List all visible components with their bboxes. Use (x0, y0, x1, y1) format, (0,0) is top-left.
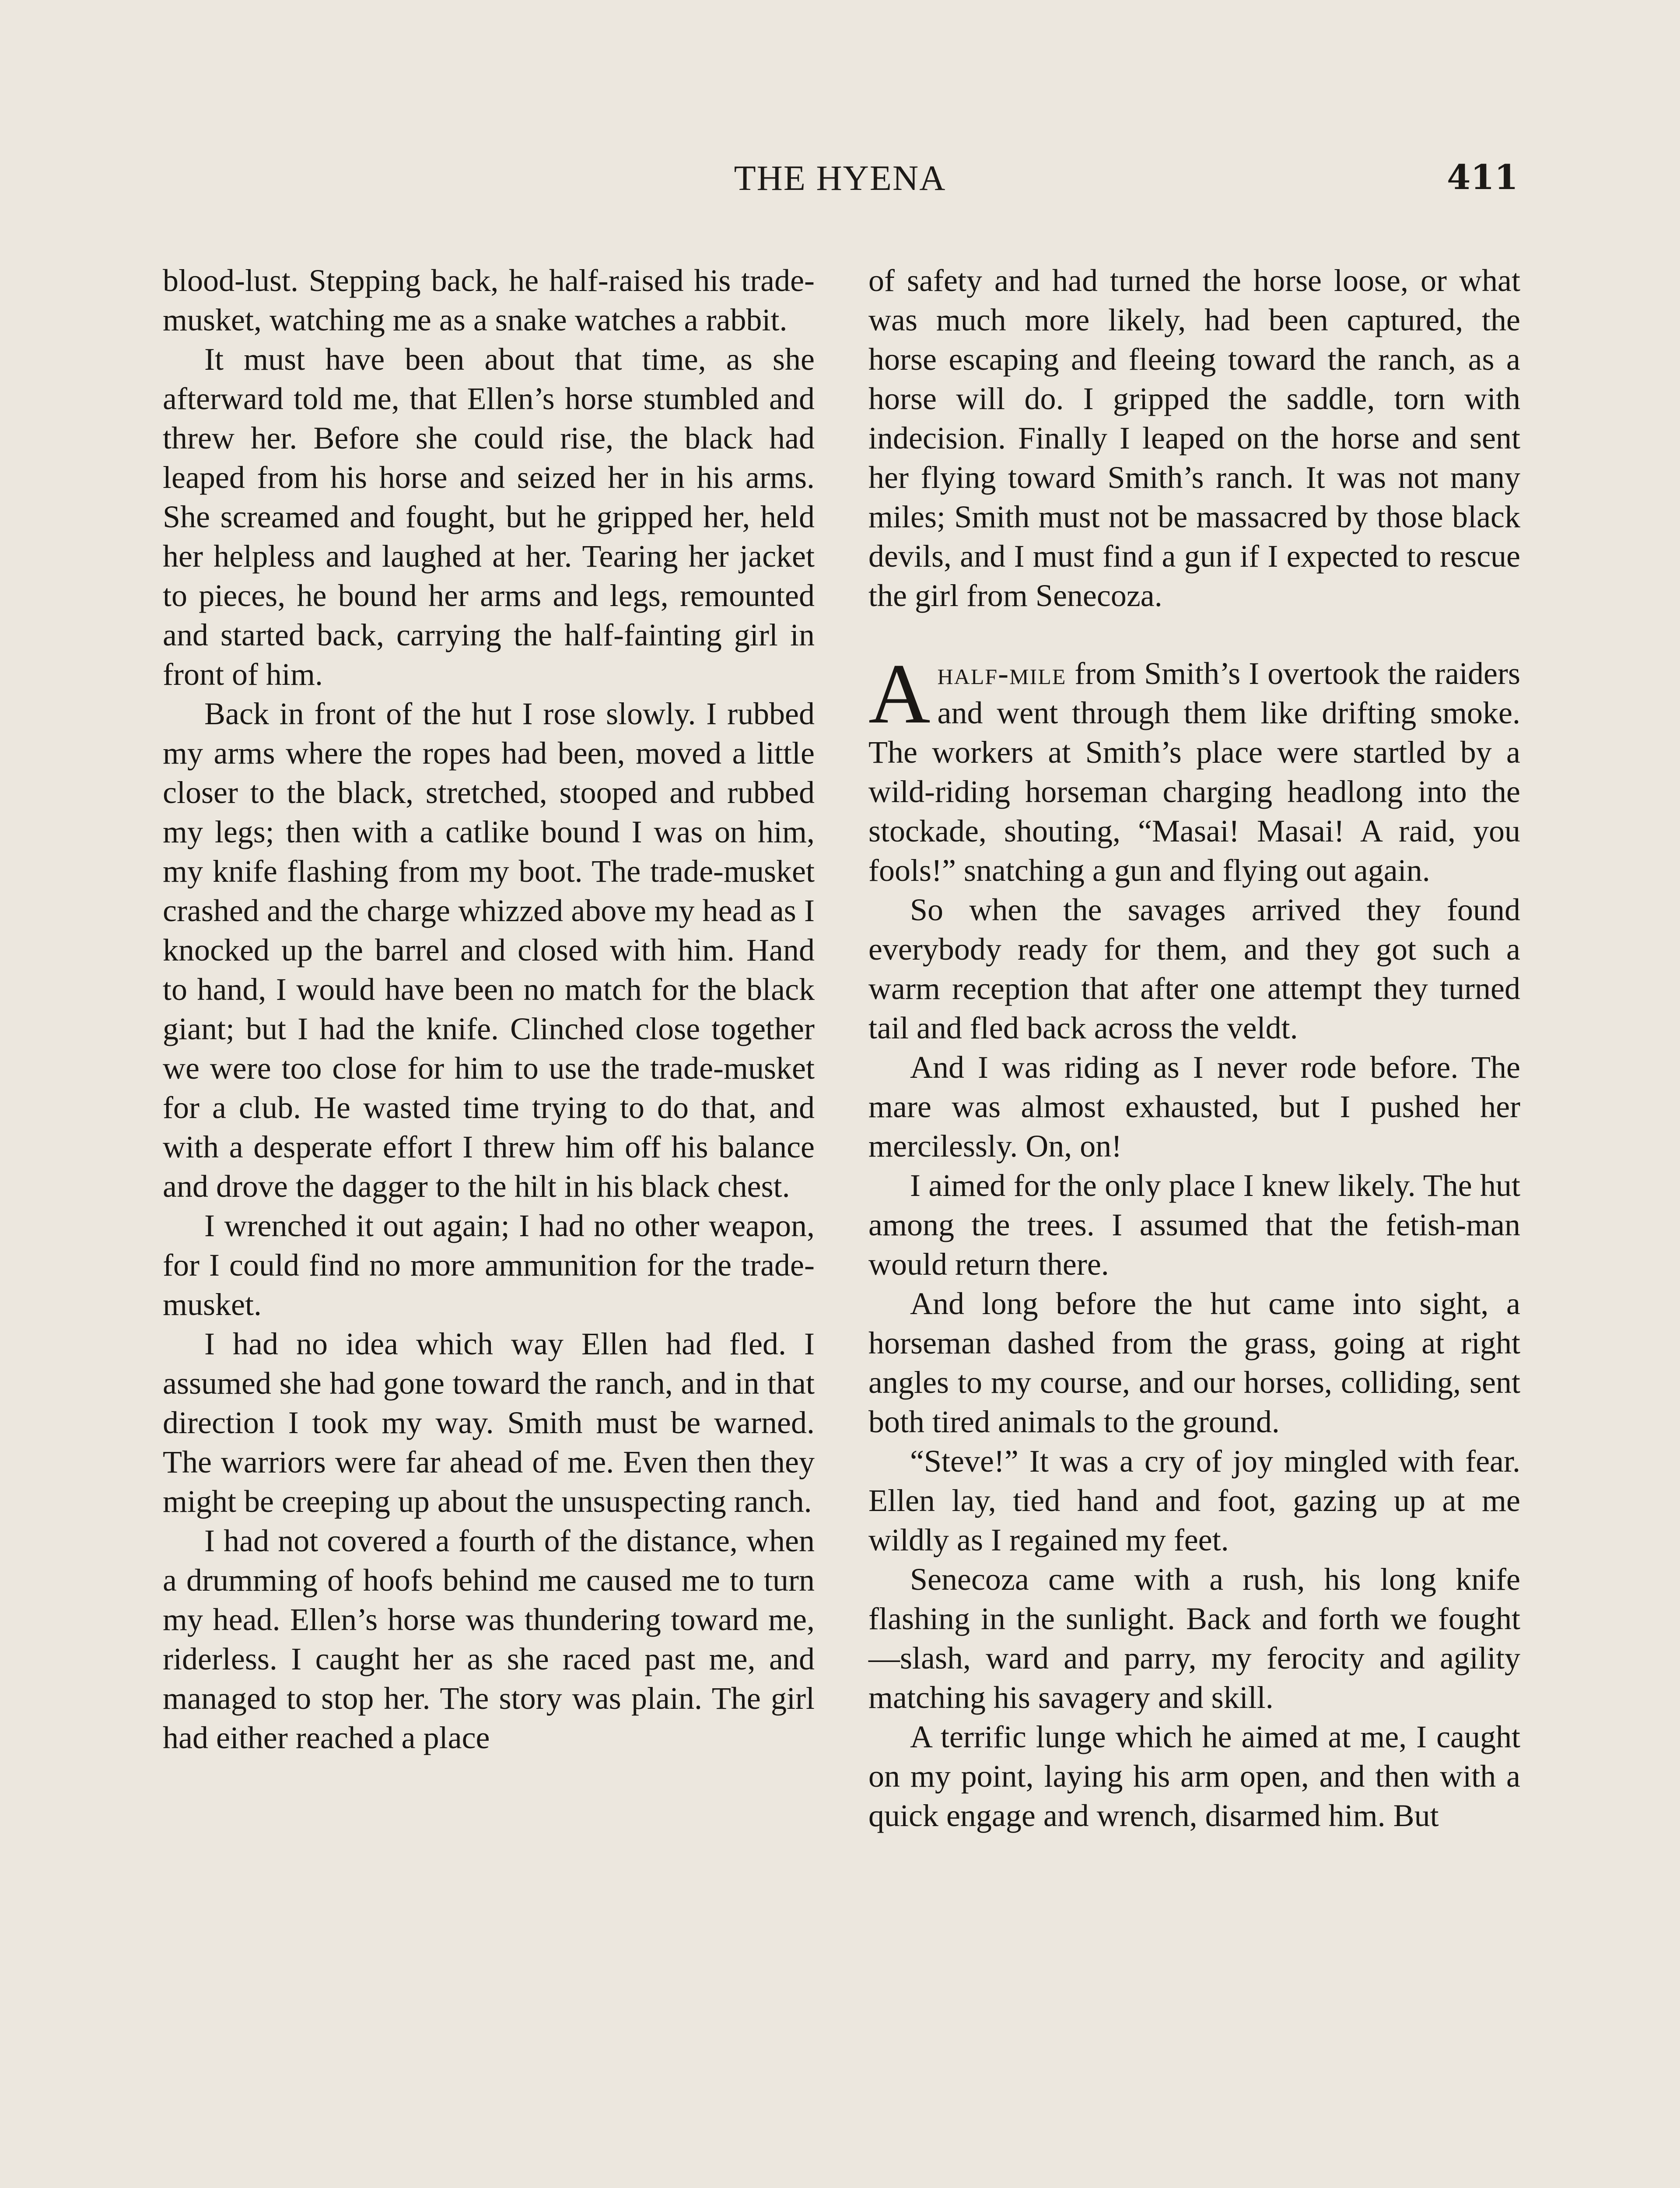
paragraph: And long before the hut came into sight, a horseman dashed from the grass, going at right angles to my course, and our horses, colliding, sent both tired animals to the ground. (868, 1286, 1520, 1439)
paragraph: I wrenched it out again; I had no other weapon, for I could find no more ammunition for the trade-musket. (163, 1208, 815, 1322)
lead-in-smallcaps: half-mile (937, 656, 1067, 691)
paragraph: And I was riding as I never rode before. The mare was almost exhausted, but I pushed her mercilessly. On, on! (868, 1050, 1520, 1164)
paragraph: of safety and had turned the horse loose, or what was much more likely, had been captured, the horse escaping and fleeing toward the ranch, as a horse will do. I gripped the saddle, torn with indecision. Finally I leaped on the horse and sent her flying toward Smith’s ranch. It was not many miles; Smith must not be massacred by those black devils, and I must find a gun if I expected to rescue the girl from Senecoza. (868, 263, 1520, 613)
running-head (162, 158, 1518, 206)
paragraph: I had not covered a fourth of the distance, when a drumming of hoofs behind me caused me to turn my head. Ellen’s horse was thundering toward me, riderless. I caught her as she raced past me, and managed to stop her. The story was plain. The girl had either reached a place (163, 1523, 815, 1755)
running-title: THE HYENA (734, 158, 946, 198)
paragraph: A terrific lunge which he aimed at me, I caught on my point, laying his arm open, and then with a quick engage and wrench, disarmed him. But (868, 1719, 1520, 1833)
drop-cap: A (868, 646, 931, 741)
right-column (868, 261, 1520, 1835)
paragraph: I aimed for the only place I knew likely. The hut among the trees. I assumed that the fetish-man would return there. (868, 1168, 1520, 1282)
paragraph: blood-lust. Stepping back, he half-raised his trade-musket, watching me as a snake watches a rabbit. (163, 263, 815, 337)
paragraph: “Steve!” It was a cry of joy mingled with fear. Ellen lay, tied hand and foot, gazing up at me wildly as I regained my feet. (868, 1444, 1520, 1557)
paragraph: Back in front of the hut I rose slowly. I rubbed my arms where the ropes had been, moved a little closer to the black, stretched, stooped and rubbed my legs; then with a catlike bound I was on him, my knife flashing from my boot. The trade-musket crashed and the charge whizzed above my head as I knocked up the barrel and closed with him. Hand to hand, I would have been no match for the black giant; but I had the knife. Clinched close together we were too close for him to use the trade-musket for a club. He wasted time trying to do that, and with a desperate effort I threw him off his balance and drove the dagger to the hilt in his black chest. (163, 696, 815, 1204)
left-column (163, 261, 815, 1757)
section-opening-paragraph (868, 646, 1520, 890)
page-number: 411 (1447, 158, 1518, 197)
section-text: from Smith’s I overtook the raiders and went through them like drifting smoke. The workers at Smith’s place were startled by a wild-riding horseman charging headlong into the stockade, shouting, “Masai! Masai! A raid, you fools!” snatching a gun and flying out again. (868, 656, 1520, 888)
paragraph: It must have been about that time, as she afterward told me, that Ellen’s horse stumbled and threw her. Before she could rise, the black had leaped from his horse and seized her in his arms. She screamed and fought, but he gripped her, held her helpless and laughed at her. Tearing her jacket to pieces, he bound her arms and legs, remounted and started back, carrying the half-fainting girl in front of him. (163, 342, 815, 692)
paragraph: So when the savages arrived they found everybody ready for them, and they got such a warm reception that after one attempt they turned tail and fled back across the veldt. (868, 892, 1520, 1045)
paragraph: I had no idea which way Ellen had fled. I assumed she had gone toward the ranch, and in that direction I took my way. Smith must be warned. The warriors were far ahead of me. Even then they might be creeping up about the unsuspecting ranch. (163, 1326, 815, 1519)
paragraph: Senecoza came with a rush, his long knife flashing in the sunlight. Back and forth we fought—slash, ward and parry, my ferocity and agility matching his savagery and skill. (868, 1562, 1520, 1715)
